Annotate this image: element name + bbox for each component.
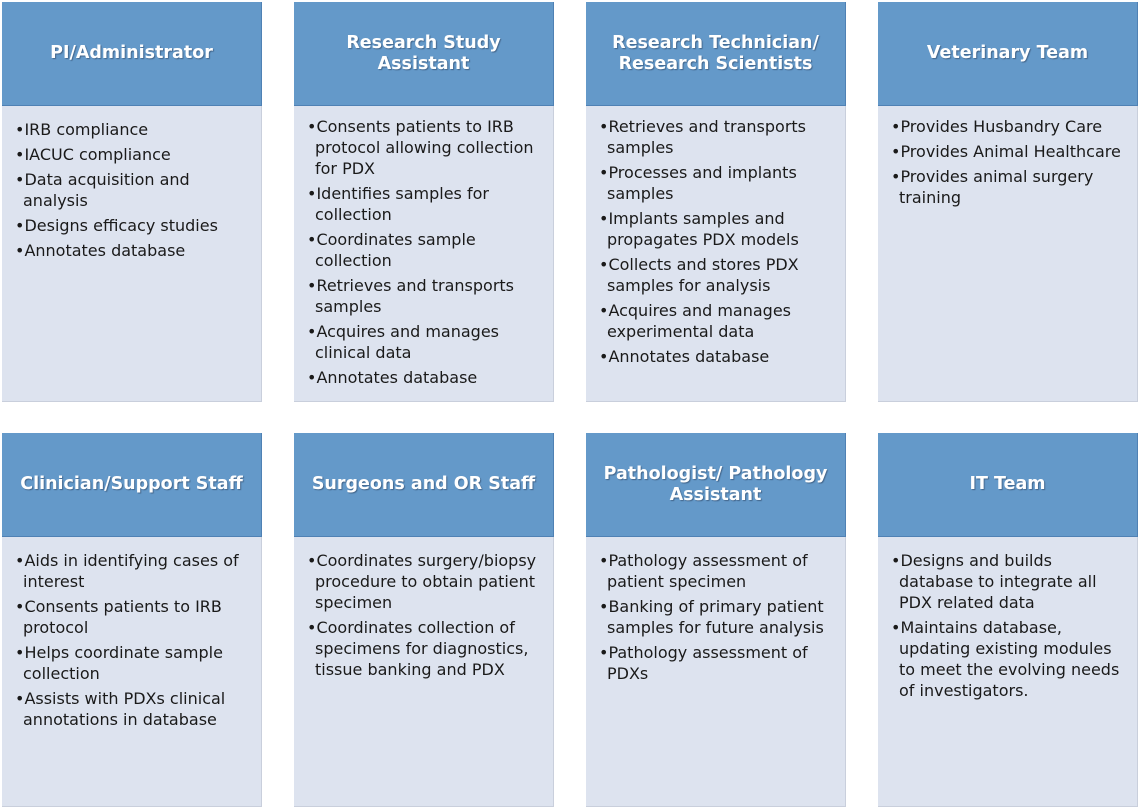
role-card-header (294, 2, 554, 106)
responsibility-item: • Coordinates collection of specimens for diagnostics, tissue banking and PDX (307, 617, 543, 680)
responsibility-item: • Retrieves and transports samples (307, 275, 543, 317)
role-card-header (2, 433, 262, 537)
role-card-surgeons-or-staff (294, 433, 554, 807)
role-title: Pathologist/ Pathology Assistant (603, 463, 828, 505)
role-card-body (294, 537, 554, 807)
responsibility-item: • Implants samples and propagates PDX models (599, 208, 835, 250)
responsibility-item: • Collects and stores PDX samples for analysis (599, 254, 835, 296)
role-card-pathologist (586, 433, 846, 807)
role-card-research-study-assistant (294, 2, 554, 402)
role-title: Surgeons and OR Staff (311, 474, 536, 494)
responsibility-item: • Retrieves and transports samples (599, 116, 835, 158)
role-card-body (878, 106, 1138, 402)
responsibility-item: • Helps coordinate sample collection (15, 642, 251, 684)
responsibility-list (15, 550, 251, 730)
role-title: IT Team (969, 474, 1046, 494)
role-card-body (2, 106, 262, 402)
responsibility-item: • Pathology assessment of PDXs (599, 642, 835, 684)
responsibility-item: • Banking of primary patient samples for future analysis (599, 596, 835, 638)
responsibility-item: • Annotates database (599, 346, 835, 367)
responsibility-item: • Coordinates surgery/biopsy procedure to obtain patient specimen (307, 550, 543, 613)
role-card-body (878, 537, 1138, 807)
role-card-header (2, 2, 262, 106)
role-card-body (2, 537, 262, 807)
responsibility-item: • Provides animal surgery training (891, 166, 1127, 208)
responsibility-item: • Consents patients to IRB protocol (15, 596, 251, 638)
role-card-header (878, 2, 1138, 106)
role-title: Research Study Assistant (346, 32, 501, 74)
role-card-body (586, 537, 846, 807)
responsibility-list (307, 116, 543, 388)
responsibility-item: • Annotates database (15, 240, 251, 261)
responsibility-item: • Provides Husbandry Care (891, 116, 1127, 137)
responsibility-item: • Data acquisition and analysis (15, 169, 251, 211)
role-card-header (586, 2, 846, 106)
responsibility-item: • IACUC compliance (15, 144, 251, 165)
responsibility-item: • IRB compliance (15, 119, 251, 140)
responsibility-item: • Maintains database, updating existing modules to meet the evolving needs of investigators. (891, 617, 1127, 701)
role-card-body (586, 106, 846, 402)
responsibility-item: • Identifies samples for collection (307, 183, 543, 225)
responsibility-list (891, 550, 1127, 701)
responsibility-item: • Provides Animal Healthcare (891, 141, 1127, 162)
role-title: Clinician/Support Staff (20, 474, 243, 494)
responsibility-item: • Acquires and manages clinical data (307, 321, 543, 363)
role-card-header (586, 433, 846, 537)
role-card-header (294, 433, 554, 537)
responsibility-item: • Annotates database (307, 367, 543, 388)
role-card-clinician-support-staff (2, 433, 262, 807)
responsibility-item: • Assists with PDXs clinical annotations in database (15, 688, 251, 730)
responsibility-list (891, 116, 1127, 208)
role-title: Veterinary Team (926, 43, 1089, 63)
responsibility-item: • Coordinates sample collection (307, 229, 543, 271)
responsibility-list (15, 119, 251, 261)
responsibility-item: • Processes and implants samples (599, 162, 835, 204)
role-card-research-technician (586, 2, 846, 402)
responsibility-item: • Aids in identifying cases of interest (15, 550, 251, 592)
responsibility-item: • Designs efficacy studies (15, 215, 251, 236)
responsibility-list (599, 550, 835, 684)
role-title: Research Technician/ Research Scientists (612, 32, 819, 74)
role-card-veterinary-team (878, 2, 1138, 402)
responsibility-item: • Consents patients to IRB protocol allowing collection for PDX (307, 116, 543, 179)
role-card-body (294, 106, 554, 402)
responsibility-item: • Pathology assessment of patient specimen (599, 550, 835, 592)
role-card-pi-administrator (2, 2, 262, 402)
responsibility-list (307, 550, 543, 680)
responsibility-list (599, 116, 835, 367)
role-card-header (878, 433, 1138, 537)
responsibility-item: • Designs and builds database to integrate all PDX related data (891, 550, 1127, 613)
role-title: PI/Administrator (50, 43, 213, 63)
responsibility-item: • Acquires and manages experimental data (599, 300, 835, 342)
role-card-it-team (878, 433, 1138, 807)
